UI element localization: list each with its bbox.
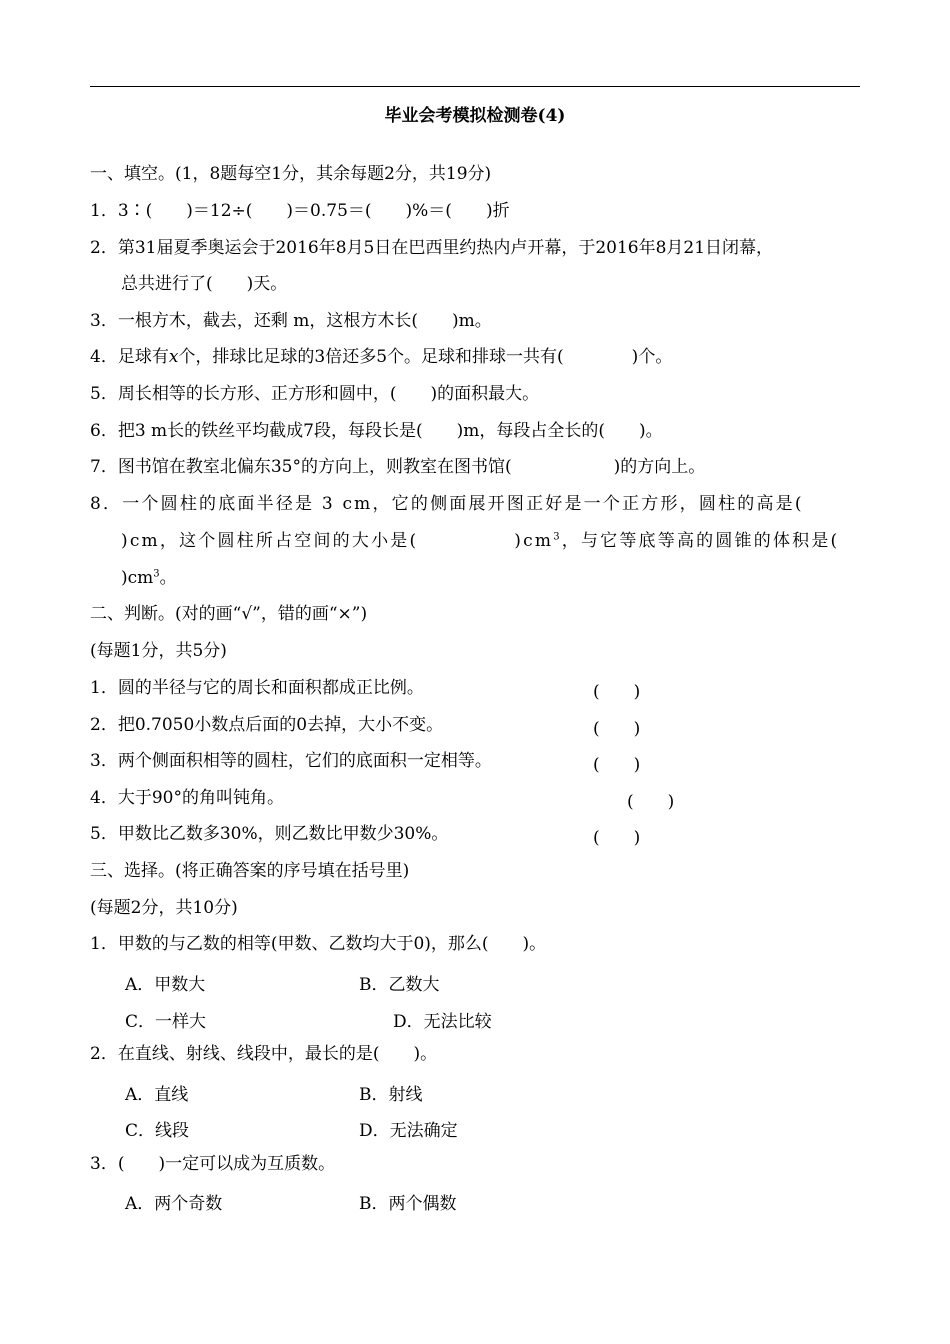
judge-item-4: 4．大于90°的角叫钝角。: [90, 788, 284, 808]
question-1-3: 3．一根方木，截去，还剩 m，这根方木长( )m。: [90, 311, 492, 331]
choice-2-option-d: D．无法确定: [359, 1121, 458, 1141]
page-title: 毕业会考模拟检测卷(4): [384, 106, 566, 126]
question-1-7: 7．图书馆在教室北偏东35°的方向上，则教室在图书馆( )的方向上。: [90, 457, 706, 477]
judge-item-5: 5．甲数比乙数多30%，则乙数比甲数少30%。: [90, 824, 449, 844]
judge-item-3: 3．两个侧面积相等的圆柱，它们的底面积一定相等。: [90, 751, 492, 771]
q8-line3-part-a: )cm: [121, 568, 154, 588]
judge-answer-5: ( ): [593, 828, 641, 848]
choice-1-option-b: B．乙数大: [359, 975, 440, 995]
question-1-8-line1: 8．一个圆柱的底面半径是 3 cm，它的侧面展开图正好是一个正方形，圆柱的高是(: [90, 494, 804, 514]
q4-variable: x: [168, 347, 179, 367]
section1-heading: 一、填空。(1，8题每空1分，其余每题2分，共19分): [90, 164, 492, 184]
section3-subheading: (每题2分，共10分): [90, 898, 238, 918]
q8-line3-superscript: 3: [153, 568, 160, 580]
question-1-6: 6．把3 m长的铁丝平均截成7段，每段长是( )m，每段占全长的( )。: [90, 421, 663, 441]
choice-1-option-d: D．无法比较: [393, 1012, 492, 1032]
choice-2-option-c: C．线段: [125, 1121, 190, 1141]
choice-3-option-b: B．两个偶数: [359, 1194, 457, 1214]
choice-2-option-b: B．射线: [359, 1085, 423, 1105]
judge-answer-1: ( ): [593, 682, 641, 702]
choice-question-2: 2．在直线、射线、线段中，最长的是( )。: [90, 1044, 438, 1064]
section3-heading: 三、选择。(将正确答案的序号填在括号里): [90, 861, 410, 881]
section2-subheading: (每题1分，共5分): [90, 641, 227, 661]
judge-item-1: 1．圆的半径与它的周长和面积都成正比例。: [90, 678, 424, 698]
judge-item-2: 2．把0.7050小数点后面的0去掉，大小不变。: [90, 715, 444, 735]
choice-question-3: 3．( )一定可以成为互质数。: [90, 1154, 336, 1174]
judge-answer-2: ( ): [593, 719, 641, 739]
question-1-8-line3: [121, 567, 177, 589]
q8-line3-part-b: 。: [159, 568, 177, 588]
question-1-4: [90, 346, 672, 368]
q8-line2-part-b: ，与它等底等高的圆锥的体积是(: [561, 531, 840, 551]
q8-superscript: 3: [553, 531, 562, 543]
choice-1-option-a: A．甲数大: [125, 975, 206, 995]
judge-answer-3: ( ): [593, 755, 641, 775]
judge-answer-4: ( ): [627, 792, 675, 812]
header-rule: [90, 86, 860, 87]
q4-suffix: 个，排球比足球的3倍还多5个。足球和排球一共有( )个。: [178, 347, 673, 367]
question-1-5: 5．周长相等的长方形、正方形和圆中，( )的面积最大。: [90, 384, 540, 404]
q4-prefix: 4．足球有: [90, 347, 169, 367]
section2-heading: 二、判断。(对的画“√”，错的画“×”): [90, 604, 368, 624]
q8-line2-part-a: )cm，这个圆柱所占空间的大小是( )cm: [121, 531, 554, 551]
question-1-2-line1: 2．第31届夏季奥运会于2016年8月5日在巴西里约热内卢开幕，于2016年8月21日闭幕，: [90, 238, 774, 258]
choice-question-1: 1．甲数的与乙数的相等(甲数、乙数均大于0)，那么( )。: [90, 934, 547, 954]
question-1-2-line2: 总共进行了( )天。: [121, 274, 288, 294]
question-1-1: 1．3∶( )＝12÷( )＝0.75＝( )%＝( )折: [90, 201, 510, 221]
choice-3-option-a: A．两个奇数: [125, 1194, 223, 1214]
choice-2-option-a: A．直线: [125, 1085, 189, 1105]
choice-1-option-c: C．一样大: [125, 1012, 207, 1032]
question-1-8-line2: [121, 530, 839, 552]
